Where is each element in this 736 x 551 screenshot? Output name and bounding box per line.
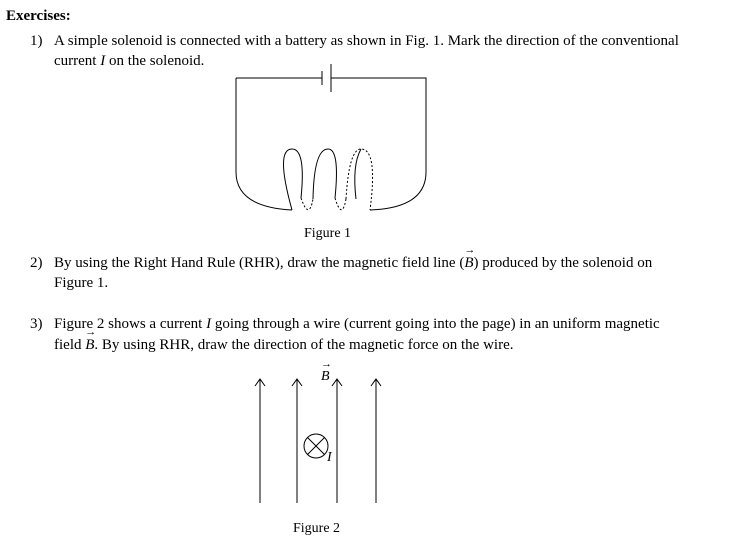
q2-line1: By using the Right Hand Rule (RHR), draw the magnetic field line (→ B) produced by the solenoid on: [54, 255, 652, 272]
current-label: I: [327, 450, 332, 465]
field-lines: [255, 379, 381, 503]
b-vector-symbol: → B: [85, 337, 94, 354]
figure1-caption: Figure 1: [304, 226, 352, 241]
exercises-heading: Exercises:: [6, 8, 71, 24]
q3-line2: field → B. By using RHR, draw the direction of the magnetic force on the wire.: [54, 337, 513, 354]
q3-line1: Figure 2 shows a current I going through a wire (current going into the page) in an uniform magnetic: [54, 316, 660, 332]
field-label: → B: [321, 369, 330, 385]
figure2-caption: Figure 2: [293, 521, 341, 536]
q1-line1: A simple solenoid is connected with a battery as shown in Fig. 1. Mark the direction of the conventional: [54, 33, 679, 49]
q1-number: 1): [30, 33, 43, 49]
q2-line2: Figure 1.: [54, 275, 109, 291]
q3-number: 3): [30, 316, 43, 332]
q1-line2: current I on the solenoid.: [54, 53, 205, 69]
current-symbol: I: [100, 53, 106, 69]
q2-number: 2): [30, 255, 43, 271]
current-into-page-icon: [304, 434, 328, 458]
b-vector-symbol: → B: [464, 255, 473, 272]
current-symbol: I: [206, 316, 212, 332]
